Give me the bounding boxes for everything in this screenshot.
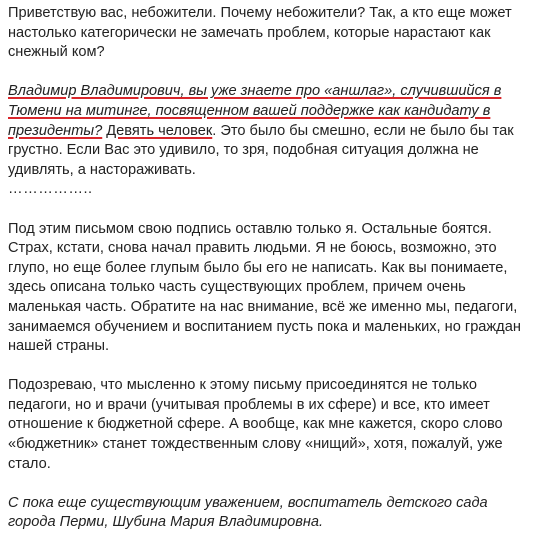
- signature: С пока еще существующим уважением, воспитатель детского сада города Перми, Шубина Мария Владимировна.: [8, 494, 488, 531]
- doctors-paragraph: Подозреваю, что мысленно к этому письму присоединятся не только педагоги, но и врачи (учитывая проблемы в их сфере) и все, кто имеет отношение к бюджетной сфере. А вообще, как мне кажется, скоро слово «бюджетник» станет тождественным слову «нищий», хотя, пожалуй, уже стало.: [8, 377, 503, 472]
- greeting-paragraph: Приветствую вас, небожители. Почему небожители? Так, а кто еще может настолько категорически не замечать проблем, которые нарастают как снежный ком?: [8, 5, 512, 61]
- paragraph-spacer: [8, 357, 538, 377]
- letter-document: [8, 4, 538, 533]
- tyumen-rally-rest: . Это было бы смешно, если не было бы так грустно. Если Вас это удивило, то зря, подобная ситуация должна не удивлять, а настораживать.: [8, 122, 514, 178]
- paragraph-spacer: [8, 63, 538, 83]
- highlighted-question: Владимир Владимирович, вы уже знаете про «аншлаг», случившийся в Тюмени на митинге, посвященном вашей поддержке как кандидату в президенты?: [8, 83, 502, 139]
- signature-fear-paragraph: Под этим письмом свою подпись оставлю только я. Остальные боятся. Страх, кстати, снова начал править людьми. Я не боюсь, возможно, это глупо, но еще более глупым было бы его не написать. Как вы понимаете, здесь описана только часть существующих проблем, причем очень маленькая часть. Обратите на нас внимание, всё же именно мы, педагоги, занимаемся обучением и воспитанием пусть пока и маленьких, но граждан нашей страны.: [8, 220, 521, 355]
- ellipsis-line: ……………..: [8, 181, 93, 198]
- paragraph-spacer: [8, 200, 538, 220]
- paragraph-spacer: [8, 474, 538, 494]
- tyumen-rally-paragraph: [8, 82, 538, 180]
- underlined-count: Девять человек: [106, 122, 213, 139]
